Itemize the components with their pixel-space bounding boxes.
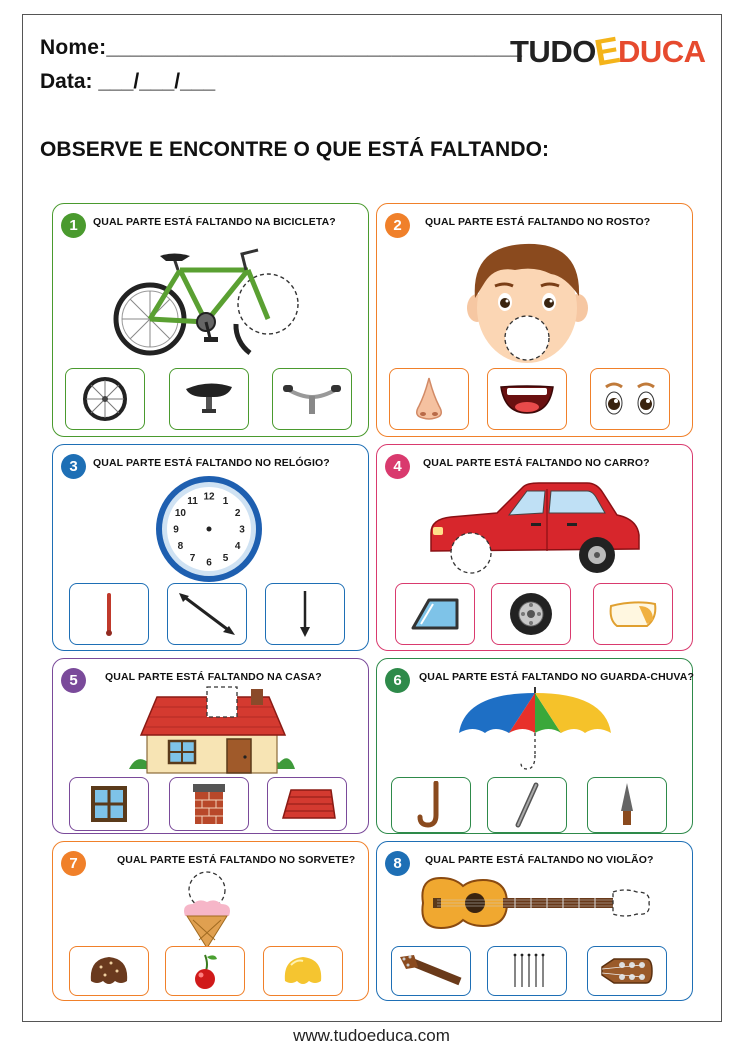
option-nose[interactable] [389, 368, 469, 430]
question-text: QUAL PARTE ESTÁ FALTANDO NA BICICLETA? [93, 216, 336, 228]
date-field[interactable]: Data: ___/___/___ [40, 70, 216, 93]
clock-numeral: 9 [173, 524, 179, 536]
window-icon [89, 784, 129, 824]
umbrella-tip-icon [615, 781, 639, 829]
clock-numeral: 3 [239, 524, 245, 536]
option-second-hand[interactable] [69, 583, 149, 645]
clock-numeral: 2 [234, 508, 241, 519]
card-umbrella [376, 658, 693, 834]
clock-numeral: 1 [222, 495, 229, 507]
clock-numeral: 4 [234, 541, 241, 552]
option-guitar-neck[interactable] [391, 946, 471, 996]
card-bicycle [52, 203, 369, 437]
clock-numeral: 5 [222, 553, 229, 565]
wheel-icon [82, 376, 128, 422]
clock-numeral: 11 [187, 495, 198, 507]
umbrella-icon [455, 685, 615, 777]
card-car [376, 444, 693, 651]
question-text: QUAL PARTE ESTÁ FALTANDO NA CASA? [105, 671, 322, 683]
tire-icon [508, 591, 554, 637]
logo: TUDOEDUCA [510, 28, 706, 75]
badge-number: 5 [61, 668, 86, 693]
option-vanilla-scoop[interactable] [263, 946, 343, 996]
badge-number: 6 [385, 668, 410, 693]
option-tire[interactable] [491, 583, 571, 645]
question-text: QUAL PARTE ESTÁ FALTANDO NO SORVETE? [117, 854, 356, 866]
clock-numeral: 12 [203, 491, 215, 503]
guitar-neck-icon [398, 953, 464, 989]
card-clock [52, 444, 369, 651]
badge-number: 1 [61, 213, 86, 238]
option-umbrella-handle[interactable] [391, 777, 471, 833]
question-text: QUAL PARTE ESTÁ FALTANDO NO VIOLÃO? [425, 854, 654, 866]
handlebar-icon [281, 379, 343, 419]
badge-number: 3 [61, 454, 86, 479]
clock-numeral: 8 [177, 541, 184, 552]
option-guitar-head[interactable] [587, 946, 667, 996]
option-wheel[interactable] [65, 368, 145, 430]
cherry-icon [187, 951, 223, 991]
ice-cream-icon [177, 870, 237, 948]
umbrella-handle-icon [416, 781, 446, 829]
mouth-icon [497, 379, 557, 419]
clock-icon [155, 475, 263, 583]
badge-number: 7 [61, 851, 86, 876]
eyes-icon [600, 379, 660, 419]
option-headlight[interactable] [593, 583, 673, 645]
option-handlebar[interactable] [272, 368, 352, 430]
car-icon [427, 479, 642, 579]
card-house [52, 658, 369, 834]
option-hour-hand[interactable] [167, 583, 247, 645]
second-hand-icon [99, 589, 119, 639]
option-eyes[interactable] [590, 368, 670, 430]
question-text: QUAL PARTE ESTÁ FALTANDO NO CARRO? [423, 457, 650, 469]
badge-number: 8 [385, 851, 410, 876]
umbrella-stick-icon [512, 781, 542, 829]
option-chimney[interactable] [169, 777, 249, 831]
footer-url[interactable]: www.tudoeduca.com [293, 1026, 450, 1045]
option-cherry[interactable] [165, 946, 245, 996]
card-face [376, 203, 693, 437]
car-window-icon [407, 594, 463, 634]
minute-hand-icon [295, 589, 315, 639]
bicycle-icon [108, 242, 338, 362]
option-car-window[interactable] [395, 583, 475, 645]
option-mouth[interactable] [487, 368, 567, 430]
option-guitar-strings[interactable] [487, 946, 567, 996]
roof-tiles-icon [277, 786, 337, 822]
bike-seat-icon [182, 379, 236, 419]
chocolate-scoop-icon [87, 953, 131, 989]
vanilla-scoop-icon [281, 953, 325, 989]
page-title: OBSERVE E ENCONTRE O QUE ESTÁ FALTANDO: [40, 138, 550, 161]
card-guitar [376, 841, 693, 1001]
guitar-icon [415, 870, 655, 936]
badge-number: 4 [385, 454, 410, 479]
clock-numeral: 7 [189, 553, 196, 565]
name-field[interactable]: Nome:___________________________________ [40, 36, 523, 59]
headlight-icon [605, 596, 661, 632]
question-text: QUAL PARTE ESTÁ FALTANDO NO ROSTO? [425, 216, 651, 228]
guitar-strings-icon [507, 951, 547, 991]
badge-number: 2 [385, 213, 410, 238]
question-text: QUAL PARTE ESTÁ FALTANDO NO GUARDA-CHUVA? [419, 671, 694, 683]
option-umbrella-tip[interactable] [587, 777, 667, 833]
question-text: QUAL PARTE ESTÁ FALTANDO NO RELÓGIO? [93, 457, 330, 469]
option-umbrella-stick[interactable] [487, 777, 567, 833]
card-ice-cream [52, 841, 369, 1001]
chimney-icon [189, 782, 229, 826]
option-roof-tiles[interactable] [267, 777, 347, 831]
house-icon [127, 683, 297, 775]
boy-face-icon [465, 236, 590, 366]
option-seat[interactable] [169, 368, 249, 430]
option-window[interactable] [69, 777, 149, 831]
guitar-head-icon [600, 953, 654, 989]
option-chocolate-scoop[interactable] [69, 946, 149, 996]
clock-hand-icon [177, 592, 237, 636]
option-minute-hand[interactable] [265, 583, 345, 645]
clock-numeral: 6 [206, 557, 212, 569]
nose-icon [409, 374, 449, 424]
clock-numeral: 10 [174, 508, 186, 519]
